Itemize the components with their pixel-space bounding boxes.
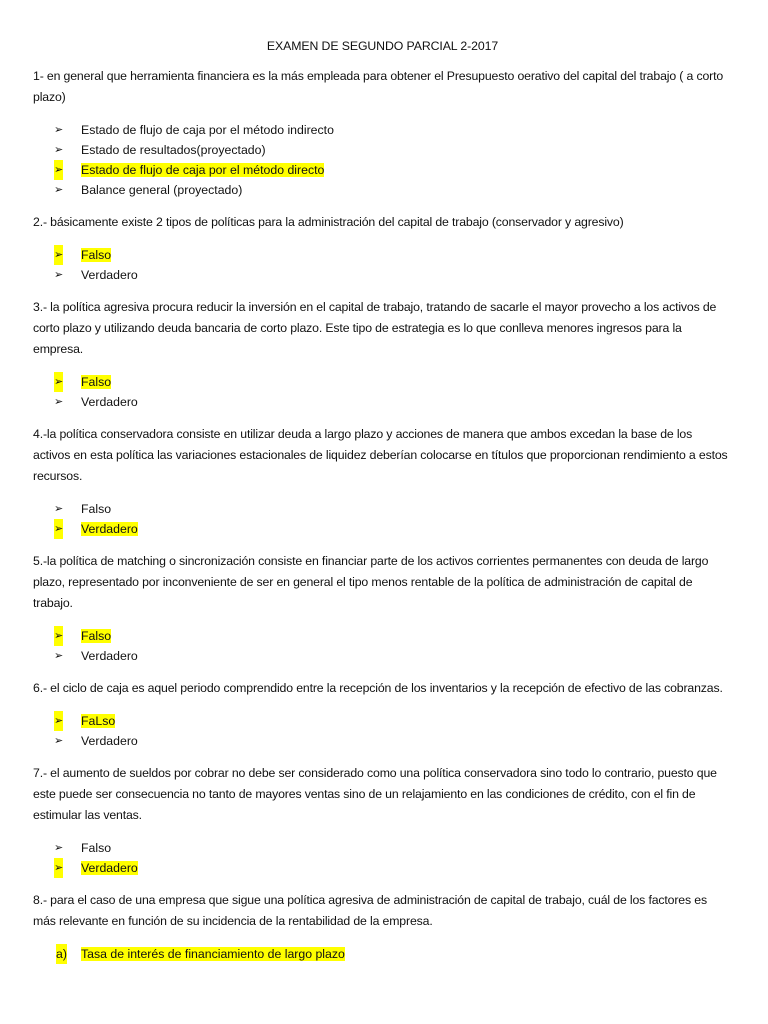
answer-label: Verdadero	[81, 268, 138, 282]
answer-option	[33, 120, 732, 140]
highlighted-answer-label: Verdadero	[81, 522, 138, 536]
answer-option	[33, 944, 732, 964]
question-4-text: 4.-la política conservadora consiste en utilizar deuda a largo plazo y acciones de manera que ambos excedan la base de los activos en esta política las variaciones estacionales de liquidez deberían colocarse en títulos que proporcionan rendimiento a estos recursos.	[33, 427, 728, 483]
arrow-bullet-icon: ➢	[54, 519, 63, 539]
answer-option	[33, 711, 732, 731]
question-2-options	[33, 245, 732, 285]
question-6-text: 6.- el ciclo de caja es aquel periodo comprendido entre la recepción de los inventarios y la recepción de efectivo de las cobranzas.	[33, 681, 723, 695]
question-3-options	[33, 372, 732, 412]
question-2-text: 2.- básicamente existe 2 tipos de políticas para la administración del capital de trabajo (conservador y agresivo)	[33, 215, 624, 229]
question-4-options	[33, 499, 732, 539]
arrow-bullet-icon: ➢	[54, 626, 63, 646]
arrow-bullet-icon: ➢	[54, 245, 63, 265]
highlighted-answer-label: Tasa de interés de financiamiento de largo plazo	[81, 947, 345, 961]
question-8-text: 8.- para el caso de una empresa que sigue una política agresiva de administración de capital de trabajo, cuál de los factores es más relevante en función de su incidencia de la rentabilidad de la empresa.	[33, 893, 707, 928]
arrow-bullet-icon: ➢	[54, 124, 64, 136]
answer-option	[33, 140, 732, 160]
arrow-bullet-icon: ➢	[54, 503, 64, 515]
answer-option	[33, 372, 732, 392]
arrow-bullet-icon: ➢	[54, 858, 63, 878]
highlighted-answer-label: Falso	[81, 248, 112, 262]
arrow-bullet-icon: ➢	[54, 372, 63, 392]
answer-label: Verdadero	[81, 734, 138, 748]
answer-label: Balance general (proyectado)	[81, 183, 243, 197]
arrow-bullet-icon: ➢	[54, 650, 64, 662]
arrow-bullet-icon: ➢	[54, 184, 64, 196]
question-6-options	[33, 711, 732, 751]
arrow-bullet-icon: ➢	[54, 735, 64, 747]
answer-label: Verdadero	[81, 395, 138, 409]
highlighted-answer-label: FaLso	[81, 714, 116, 728]
answer-option	[33, 160, 732, 180]
arrow-bullet-icon: ➢	[54, 269, 64, 281]
question-list	[33, 66, 732, 964]
arrow-bullet-icon: ➢	[54, 144, 64, 156]
answer-label: Estado de flujo de caja por el método indirecto	[81, 123, 334, 137]
arrow-bullet-icon: ➢	[54, 842, 64, 854]
question-7-text: 7.- el aumento de sueldos por cobrar no debe ser considerado como una política conservadora sino todo lo contrario, puesto que este puede ser consecuencia no tanto de mayores ventas sino de un relajamiento en las condiciones de crédito, con el fin de estimular las ventas.	[33, 766, 717, 822]
arrow-bullet-icon: ➢	[54, 396, 64, 408]
answer-option	[33, 392, 732, 412]
answer-option	[33, 519, 732, 539]
answer-option	[33, 626, 732, 646]
answer-option	[33, 245, 732, 265]
question-8-options	[33, 944, 732, 964]
question-1-text: 1- en general que herramienta financiera es la más empleada para obtener el Presupuesto oerativo del capital del trabajo ( a corto plazo)	[33, 69, 724, 104]
highlighted-answer-label: Verdadero	[81, 861, 138, 875]
answer-option	[33, 858, 732, 878]
arrow-bullet-icon: ➢	[54, 711, 63, 731]
answer-label: Falso	[81, 502, 112, 516]
question-1-options	[33, 120, 732, 200]
question-5-options	[33, 626, 732, 666]
answer-option	[33, 499, 732, 519]
answer-label: Verdadero	[81, 649, 138, 663]
answer-label: Estado de resultados(proyectado)	[81, 143, 266, 157]
document-title: EXAMEN DE SEGUNDO PARCIAL 2-2017	[266, 39, 499, 53]
answer-option	[33, 265, 732, 285]
answer-option	[33, 731, 732, 751]
question-5-text: 5.-la política de matching o sincronización consiste en financiar parte de los activos corrientes permanentes con deuda de largo plazo, representado por inconveniente de ser en general el tipo menos rentable de la política de administración de capital de trabajo.	[33, 554, 709, 610]
question-3-text: 3.- la política agresiva procura reducir la inversión en el capital de trabajo, tratando de sacarle el mayor provecho a los activos de corto plazo y utilizando deuda bancaria de corto plazo. Este tipo de estrategia es lo que conlleva menores ingresos para la empresa.	[33, 300, 717, 356]
highlighted-answer-label: Falso	[81, 629, 112, 643]
answer-label: Falso	[81, 841, 112, 855]
answer-option	[33, 838, 732, 858]
arrow-bullet-icon: ➢	[54, 160, 63, 180]
option-letter-marker: a)	[56, 944, 67, 964]
answer-option	[33, 180, 732, 200]
answer-option	[33, 646, 732, 666]
question-7-options	[33, 838, 732, 878]
highlighted-answer-label: Falso	[81, 375, 112, 389]
highlighted-answer-label: Estado de flujo de caja por el método directo	[81, 163, 325, 177]
